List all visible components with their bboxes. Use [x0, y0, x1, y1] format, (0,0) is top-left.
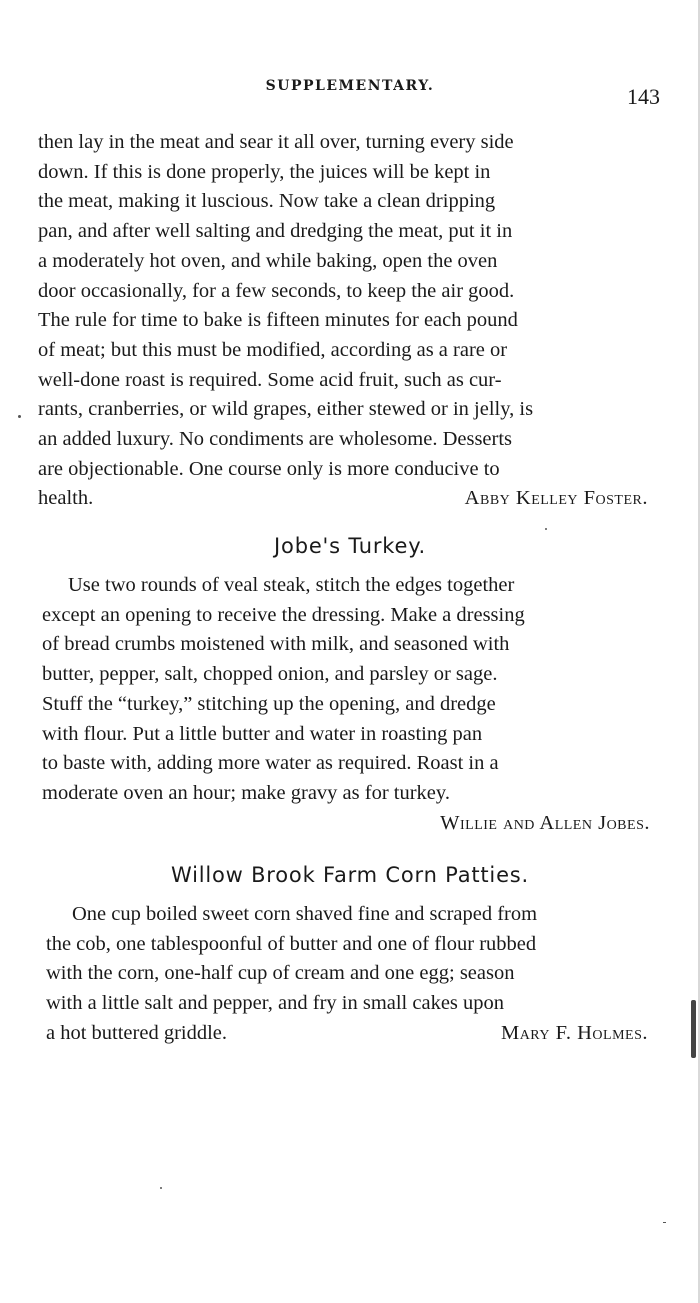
text-line: One cup boiled sweet corn shaved fine and scraped from [72, 903, 538, 925]
author-signature: Abby Kelley Foster. [464, 487, 648, 510]
text-line: Stuff the “turkey,” stitching up the opening, and dredge [42, 692, 496, 715]
text-line: are objectionable. One course only is more conducive to [38, 457, 500, 480]
author-signature: Mary F. Holmes. [500, 1021, 648, 1044]
text-line: the cob, one tablespoonful of butter and one of flour rubbed [46, 932, 537, 955]
text-line: door occasionally, for a few seconds, to keep the air good. [38, 279, 515, 302]
page-edge-mark [691, 1000, 696, 1058]
text-line: pan, and after well salting and dredging the meat, put it in [38, 220, 513, 243]
scan-speck [18, 415, 21, 418]
text-line: Use two rounds of veal steak, stitch the edges together [68, 574, 515, 596]
text-line: rants, cranberries, or wild grapes, either stewed or in jelly, is [38, 398, 534, 421]
text-line: the meat, making it luscious. Now take a clean dripping [38, 190, 496, 213]
text-line: health. [38, 487, 94, 510]
text-line: a moderately hot oven, and while baking, open the oven [38, 249, 498, 272]
text-line: to baste with, adding more water as required. Roast in a [42, 752, 499, 775]
recipe-body [46, 900, 672, 1049]
running-head: SUPPLEMENTARY. [265, 78, 435, 94]
text-line: with flour. Put a little butter and water in roasting pan [42, 722, 483, 745]
recipe-body [42, 571, 670, 838]
text-line: except an opening to receive the dressing. Make a dressing [42, 603, 525, 626]
text-line: an added luxury. No condiments are wholesome. Desserts [38, 428, 513, 451]
text-line: with a little salt and pepper, and fry in small cakes upon [46, 992, 505, 1015]
text-line: The rule for time to bake is fifteen minutes for each pound [38, 309, 518, 332]
text-line: of meat; but this must be modified, according as a rare or [38, 338, 508, 361]
text-line: with the corn, one-half cup of cream and one egg; season [46, 962, 515, 985]
closing-line [38, 484, 668, 514]
scan-speck [160, 1187, 162, 1189]
closing-line [46, 1019, 672, 1049]
text-line: then lay in the meat and sear it all over, turning every side [38, 131, 514, 153]
text-line: well-done roast is required. Some acid fruit, such as cur- [38, 368, 502, 391]
text-line: of bread crumbs moistened with milk, and seasoned with [42, 633, 510, 656]
page-number: 143 [627, 84, 660, 109]
text-line: moderate oven an hour; make gravy as for turkey. [42, 781, 450, 804]
text-line: butter, pepper, salt, chopped onion, and parsley or sage. [42, 663, 498, 686]
scan-speck [545, 528, 547, 530]
author-signature: Willie and Allen Jobes. [440, 811, 650, 834]
recipe-title: Jobe's Turkey. [274, 534, 426, 558]
text-line: a hot buttered griddle. [46, 1021, 228, 1044]
continuation-paragraph [38, 128, 668, 514]
recipe-title: Willow Brook Farm Corn Patties. [170, 863, 530, 887]
scan-speck [663, 1222, 666, 1223]
text-line: down. If this is done properly, the juices will be kept in [38, 160, 491, 183]
